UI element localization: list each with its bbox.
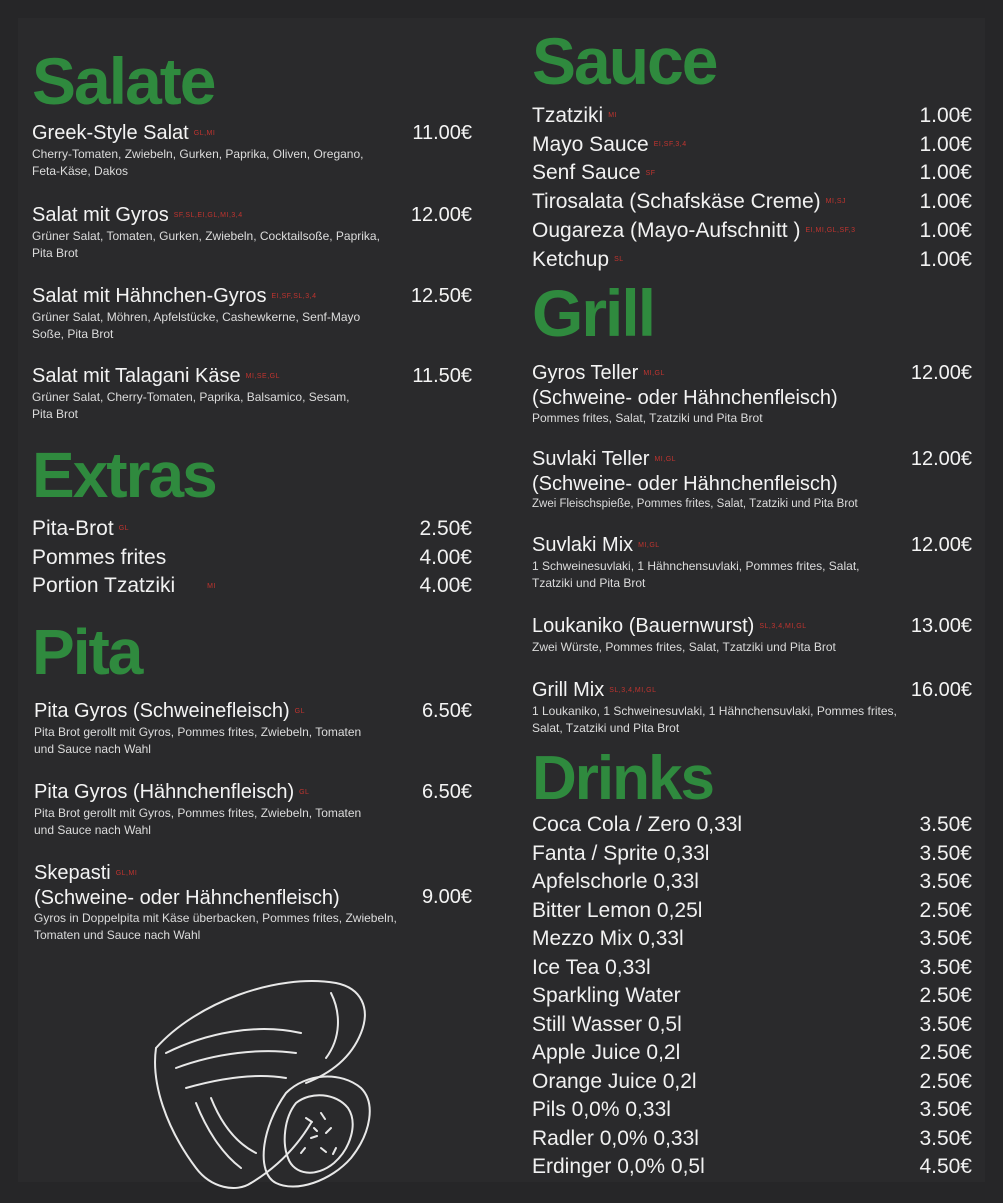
item-price: 11.00€ (412, 122, 472, 144)
list-item[interactable] (532, 1125, 972, 1154)
item-name: Coca Cola / Zero 0,33l (532, 813, 743, 836)
list-item[interactable] (32, 572, 472, 601)
menu-item[interactable] (34, 780, 472, 839)
item-price: 11.50€ (412, 365, 472, 387)
item-description: Zwei Fleischspieße, Pommes frites, Salat, Tzatziki und Pita Brot (532, 497, 858, 510)
item-name: Apple Juice 0,2l (532, 1041, 681, 1064)
item-description: Pita Brot gerollt mit Gyros, Pommes frites, Zwiebeln, Tomaten und Sauce nach Wahl (34, 724, 362, 756)
list-item[interactable] (32, 544, 472, 573)
menu-item[interactable] (532, 614, 972, 656)
allergen-code: EI,SF,SL,3,4 (271, 292, 317, 300)
item-name: Pommes frites (32, 545, 167, 569)
allergen-code: MI,GL (643, 369, 665, 377)
list-item[interactable] (532, 925, 972, 954)
item-name-line2: (Schweine- oder Hähnchenfleisch) (532, 386, 838, 409)
item-name: Senf Sauce (532, 161, 641, 185)
item-price: 2.50€ (919, 1041, 972, 1064)
extras-list (32, 515, 472, 601)
item-price: 1.00€ (919, 104, 972, 127)
item-name: Pita Gyros (Schweinefleisch) (34, 700, 290, 722)
item-price: 1.00€ (919, 218, 972, 242)
list-item[interactable] (532, 246, 972, 275)
item-name: Suvlaki Teller (532, 448, 650, 470)
item-name: Still Wasser 0,5l (532, 1012, 682, 1036)
item-name: Apfelschorle 0,33l (532, 870, 699, 893)
item-price: 12.00€ (410, 204, 472, 226)
item-name-line2: (Schweine- oder Hähnchenfleisch) (34, 886, 340, 909)
item-name: Sparkling Water (532, 984, 681, 1007)
list-item[interactable] (532, 1011, 972, 1040)
menu-item[interactable] (532, 361, 972, 427)
item-name: Salat mit Gyros (32, 204, 169, 226)
item-name: Suvlaki Mix (532, 534, 634, 556)
list-item[interactable] (532, 868, 972, 897)
item-price: 4.00€ (419, 574, 472, 598)
list-item[interactable] (532, 1068, 972, 1097)
list-item[interactable] (532, 1039, 972, 1068)
item-name: Tirosalata (Schafskäse Creme) (532, 190, 821, 214)
item-price: 6.50€ (421, 700, 472, 722)
item-description: Grüner Salat, Möhren, Apfelstücke, Cashewkerne, Senf-Mayo Soße, Pita Brot (32, 309, 361, 341)
menu-item[interactable] (32, 284, 472, 343)
item-description: Cherry-Tomaten, Zwiebeln, Gurken, Paprika, Oliven, Oregano, Feta-Käse, Dakos (32, 146, 364, 178)
item-name: Radler 0,0% 0,33l (532, 1126, 699, 1150)
item-price: 3.50€ (919, 955, 972, 979)
list-item[interactable] (532, 897, 972, 926)
item-price: 1.00€ (919, 247, 972, 271)
allergen-code: SF,SL,EI,GL,MI,3,4 (173, 211, 243, 219)
list-item[interactable] (532, 102, 972, 131)
item-price: 12.00€ (910, 362, 972, 384)
section-title-sauce: Sauce (532, 24, 717, 98)
item-name: Mayo Sauce (532, 132, 649, 156)
list-item[interactable] (532, 840, 972, 869)
item-price: 13.00€ (910, 615, 972, 637)
item-name: Bitter Lemon 0,25l (532, 898, 703, 922)
allergen-code: SL (614, 255, 624, 263)
item-description: 1 Schweinesuvlaki, 1 Hähnchensuvlaki, Pommes frites, Salat, Tzatziki und Pita Brot (532, 558, 860, 590)
section-salate (32, 44, 494, 118)
item-name: Pita-Brot (32, 517, 114, 540)
item-name: Salat mit Talagani Käse (32, 365, 241, 387)
menu-item[interactable] (32, 364, 472, 423)
item-price: 6.50€ (421, 781, 472, 803)
item-price: 1.00€ (919, 161, 972, 185)
item-description: Pita Brot gerollt mit Gyros, Pommes frites, Zwiebeln, Tomaten und Sauce nach Wahl (34, 805, 362, 837)
item-description: Grüner Salat, Cherry-Tomaten, Paprika, Balsamico, Sesam, Pita Brot (32, 389, 350, 421)
item-name: Portion Tzatziki (32, 574, 176, 598)
item-price: 3.50€ (919, 1126, 972, 1150)
allergen-code: MI (608, 112, 617, 120)
item-name: Loukaniko (Bauernwurst) (532, 615, 755, 637)
menu-item[interactable] (532, 447, 972, 513)
sauce-list (532, 102, 972, 274)
allergen-code: EI,MI,GL,SF,3 (805, 227, 856, 235)
wrap-sketch-icon (136, 953, 386, 1203)
item-price: 12.00€ (910, 534, 972, 556)
section-title-pita: Pita (32, 616, 142, 688)
list-item[interactable] (532, 159, 972, 188)
allergen-code: MI,GL (654, 455, 677, 463)
drinks-list (532, 811, 972, 1182)
item-price: 2.50€ (419, 517, 472, 540)
list-item[interactable] (532, 131, 972, 160)
item-price: 1.00€ (919, 132, 972, 156)
item-name: Skepasti (34, 862, 111, 884)
item-name-line2: (Schweine- oder Hähnchenfleisch) (532, 472, 838, 495)
item-price: 3.50€ (919, 927, 972, 950)
allergen-code: MI,SE,GL (245, 372, 280, 380)
menu-board (18, 18, 985, 1182)
item-description: Pommes frites, Salat, Tzatziki und Pita Brot (532, 410, 763, 425)
list-item[interactable] (532, 954, 972, 983)
list-item[interactable] (532, 982, 972, 1011)
item-price: 12.50€ (410, 285, 472, 307)
allergen-code: SF (645, 169, 656, 177)
item-price: 4.50€ (919, 1155, 972, 1178)
item-name: Tzatziki (532, 104, 604, 127)
item-price: 3.50€ (919, 841, 972, 865)
section-title-extras: Extras (32, 439, 216, 511)
item-description: Zwei Würste, Pommes frites, Salat, Tzatziki und Pita Brot (532, 639, 836, 654)
item-name: Salat mit Hähnchen-Gyros (32, 285, 267, 307)
section-title-drinks: Drinks (532, 744, 713, 813)
item-price: 4.00€ (419, 545, 472, 569)
item-name: Ougareza (Mayo-Aufschnitt ) (532, 218, 801, 242)
allergen-code: SL,3,4,MI,GL (759, 622, 807, 630)
item-price: 3.50€ (919, 1098, 972, 1121)
item-name: Greek-Style Salat (32, 122, 189, 144)
item-price: 3.50€ (919, 870, 972, 893)
allergen-code: MI (207, 582, 216, 590)
list-item[interactable] (532, 217, 972, 246)
item-name: Erdinger 0,0% 0,5l (532, 1155, 705, 1178)
menu-item[interactable] (532, 533, 972, 592)
item-description: Gyros in Doppelpita mit Käse überbacken, Pommes frites, Zwiebeln, Tomaten und Sauce nach Wahl (34, 910, 397, 942)
item-name: Pita Gyros (Hähnchenfleisch) (34, 781, 295, 803)
item-name: Gyros Teller (532, 362, 639, 384)
menu-item[interactable] (32, 121, 472, 180)
list-item[interactable] (532, 188, 972, 217)
item-price: 9.00€ (421, 886, 472, 908)
item-name: Orange Juice 0,2l (532, 1069, 697, 1093)
allergen-code: MI,SJ (825, 198, 847, 206)
menu-item[interactable] (32, 203, 472, 262)
menu-item[interactable] (34, 861, 472, 944)
item-name: Ketchup (532, 247, 610, 271)
item-price: 16.00€ (910, 679, 972, 701)
item-name: Pils 0,0% 0,33l (532, 1098, 671, 1121)
allergen-code: GL (299, 788, 310, 796)
section-title-salate: Salate (32, 44, 215, 118)
allergen-code: GL (118, 525, 130, 533)
item-price: 12.00€ (910, 448, 972, 470)
item-price: 3.50€ (919, 1012, 972, 1036)
item-price: 1.00€ (919, 190, 972, 214)
list-item[interactable] (32, 515, 472, 544)
item-name: Mezzo Mix 0,33l (532, 927, 684, 950)
item-name: Grill Mix (532, 679, 605, 701)
list-item[interactable] (532, 1153, 972, 1182)
item-price: 2.50€ (919, 898, 972, 922)
menu-item[interactable] (34, 699, 472, 758)
item-name: Ice Tea 0,33l (532, 955, 651, 979)
allergen-code: MI,GL (638, 541, 660, 549)
allergen-code: GL (294, 707, 305, 715)
list-item[interactable] (532, 811, 972, 840)
item-price: 2.50€ (919, 984, 972, 1007)
item-name: Fanta / Sprite 0,33l (532, 841, 710, 865)
item-description: 1 Loukaniko, 1 Schweinesuvlaki, 1 Hähnchensuvlaki, Pommes frites, Salat, Tzatziki und Pita Brot (532, 703, 897, 735)
allergen-code: EI,SF,3,4 (653, 140, 687, 148)
allergen-code: SL,3,4,MI,GL (609, 686, 657, 694)
menu-item[interactable] (532, 678, 972, 737)
allergen-code: GL,MI (193, 129, 216, 137)
section-title-grill: Grill (532, 276, 655, 350)
allergen-code: GL,MI (115, 869, 138, 877)
item-price: 3.50€ (919, 813, 972, 836)
item-price: 2.50€ (919, 1069, 972, 1093)
list-item[interactable] (532, 1096, 972, 1125)
item-description: Grüner Salat, Tomaten, Gurken, Zwiebeln, Cocktailsoße, Paprika, Pita Brot (32, 228, 380, 260)
